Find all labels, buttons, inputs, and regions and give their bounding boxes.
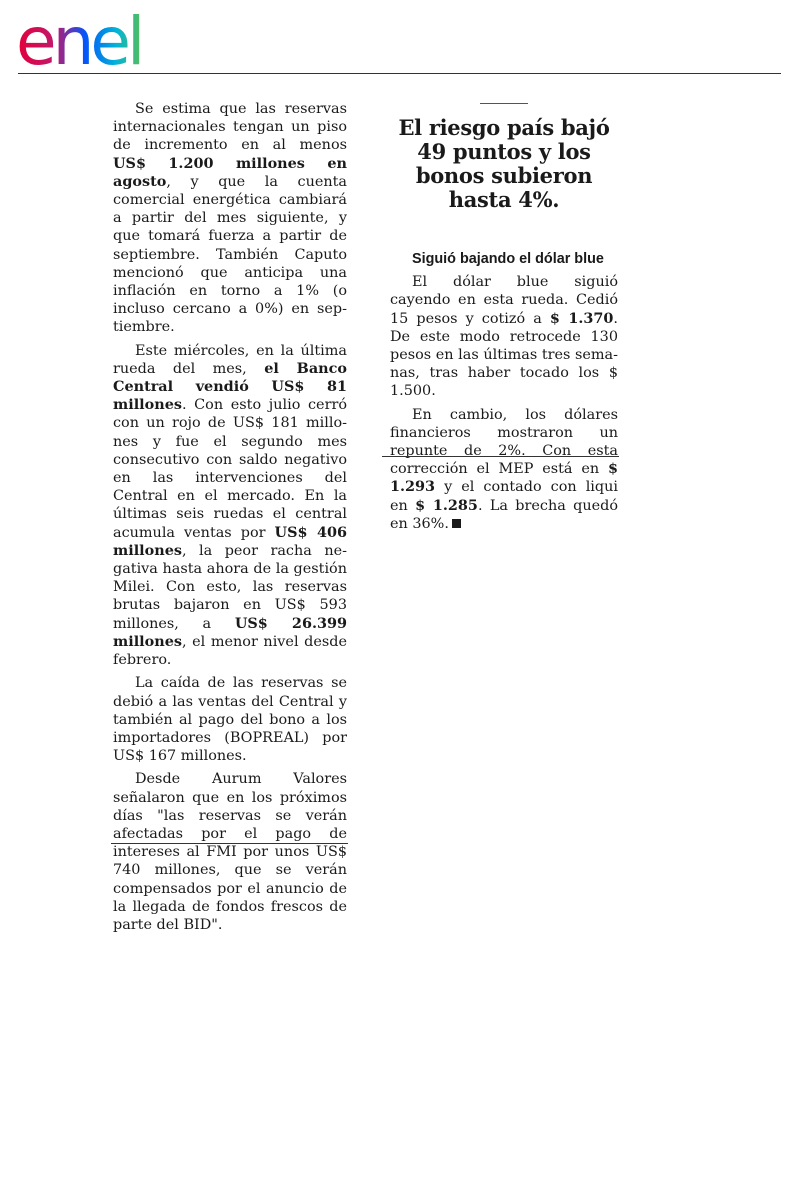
text-run: Desde Aurum Valores señalaron que en los próximos días "las reservas se verán afectadas por el pago de intereses al FMI por unos US$ 740 millones, que se verán compensados por el anuncio de la llegada de fondos frescos de parte del BID". <box>113 771 347 933</box>
text-run: , el menor nivel desde febrero. <box>113 633 347 669</box>
bold-figure: US$ 26.399 millones <box>113 614 348 650</box>
bold-figure: $ 1.293 <box>390 460 618 496</box>
right-column-body <box>390 273 618 533</box>
section-headline: El riesgo país bajó 49 puntos y los bonos subieron hasta 4%. <box>398 115 610 212</box>
left-column-paragraph <box>113 674 347 765</box>
text-run: . La brecha quedó en 36%. <box>390 497 619 532</box>
left-column-end-rule <box>111 843 348 844</box>
text-run: Se estima que las reservas internacionales tengan un piso de incremento en al menos <box>113 101 347 154</box>
bold-figure: $ 1.285 <box>415 496 478 514</box>
svg-text:enel: enel <box>16 8 142 72</box>
text-run: y el contado con liqui en <box>390 479 618 514</box>
article-left-column <box>113 100 347 939</box>
text-run: La caída de las reservas se debió a las ventas del Central y también al pago del bono a los importadores (BOPREAL) por US$ 167 millones. <box>113 675 347 765</box>
enel-logo <box>14 8 184 72</box>
text-run: , y que la cuenta comercial energética cambiará a partir del mes siguiente, y que tomará fuerza a partir de septiembre. También Caputo mencionó que anticipa una inflación en torno a 1% (o incluso cercano a 0%) en septiembre. <box>113 173 347 336</box>
article-right-column <box>390 100 618 538</box>
text-run: . De este modo retrocede 130 pesos en las últimas tres semanas, tras haber tocado los $ 1.500. <box>390 310 618 400</box>
bold-figure: $ 1.370 <box>549 309 614 327</box>
right-column-end-rule <box>382 456 619 457</box>
left-column-paragraph <box>113 770 347 934</box>
article-end-mark-icon <box>452 519 461 528</box>
text-run: En cambio, los dólares financieros mostraron un repunte de 2%. Con esta corrección el MEP está en <box>390 406 618 478</box>
bold-figure: US$ 406 millones <box>113 523 347 559</box>
left-column-paragraph <box>113 100 347 337</box>
left-column-paragraph <box>113 342 347 670</box>
text-run: , la peor racha negativa hasta ahora de la gestión Milei. Con esto, las reservas brutas bajaron en US$ 593 millones, a <box>113 542 347 632</box>
text-run: . Con esto julio cerró con un rojo de US$ 181 millones y fue el segundo mes consecutivo con saldo negativo en las intervenciones del Central en el mercado. En la últimas seis ruedas el central acumula ventas por <box>113 397 347 541</box>
bold-figure: US$ 1.200 millones en agosto <box>113 154 347 190</box>
bold-figure: el Banco Central vendió US$ 81 millones <box>113 359 347 414</box>
header-rule <box>18 73 781 74</box>
right-column-paragraph <box>390 406 618 533</box>
text-run: El dólar blue siguió cayendo en esta rueda. Cedió 15 pesos y cotizó a <box>390 274 618 327</box>
section-subheading: Siguió bajando el dólar blue <box>412 251 604 267</box>
text-run: Este miércoles, en la última rueda del mes, <box>113 342 347 377</box>
headline-top-rule <box>480 103 528 104</box>
right-column-paragraph <box>390 273 618 400</box>
